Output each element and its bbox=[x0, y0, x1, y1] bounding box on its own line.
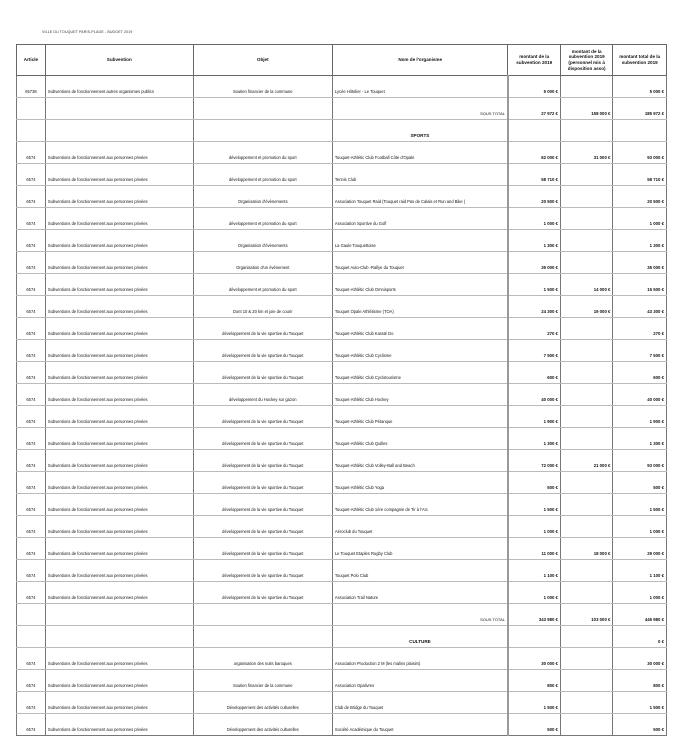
cell-objet: développement de la vie sportive du Touquet bbox=[193, 318, 332, 340]
cell-total: 5 000 € bbox=[613, 76, 667, 98]
cell-montant: 40 000 € bbox=[508, 384, 560, 406]
cell-article: 6574 bbox=[17, 538, 46, 560]
cell-subvention: Subventions de fonctionnement aux personnes privées bbox=[45, 428, 193, 450]
cell-organisme: Tennis Club bbox=[332, 164, 508, 186]
cell-organisme: Touquet-Athlétic Club Karaté Do bbox=[332, 318, 508, 340]
cell-organisme: Touquet-Athlétic Club Omnisports bbox=[332, 274, 508, 296]
subtotal-personnel: 158 000 € bbox=[560, 98, 612, 120]
cell-organisme: Touquet Opale Athlétisme (TOA) bbox=[332, 296, 508, 318]
cell-total: 1 000 € bbox=[613, 208, 667, 230]
cell-personnel bbox=[560, 428, 612, 450]
cell-montant: 1 300 € bbox=[508, 230, 560, 252]
cell-article: 6574 bbox=[17, 582, 46, 604]
cell-article: 6574 bbox=[17, 274, 46, 296]
cell-subvention: Subventions de fonctionnement aux personnes privées bbox=[45, 318, 193, 340]
cell-article: 6574 bbox=[17, 340, 46, 362]
cell-organisme: Touquet-Athlétic Club Cyclotourisme bbox=[332, 362, 508, 384]
cell-total: 1 000 € bbox=[613, 516, 667, 538]
cell-montant: 30 000 € bbox=[508, 648, 560, 670]
cell-article: 6574 bbox=[17, 516, 46, 538]
cell-organisme: Association Trail Nature bbox=[332, 582, 508, 604]
cell-organisme: Aéroclub du Touquet bbox=[332, 516, 508, 538]
cell-organisme: La Gaule Touquettoise bbox=[332, 230, 508, 252]
cell-subvention: Subventions de fonctionnement aux personnes privées bbox=[45, 714, 193, 736]
cell-personnel bbox=[560, 340, 612, 362]
cell-subvention: Subventions de fonctionnement aux personnes privées bbox=[45, 494, 193, 516]
table-row bbox=[17, 274, 667, 296]
cell-subvention: Subventions de fonctionnement aux personnes privées bbox=[45, 538, 193, 560]
cell-subvention: Subventions de fonctionnement aux personnes privées bbox=[45, 648, 193, 670]
cell-total: 1 500 € bbox=[613, 494, 667, 516]
cell-article: 6574 bbox=[17, 560, 46, 582]
cell-subvention: Subventions de fonctionnement aux personnes privées bbox=[45, 516, 193, 538]
cell-article: 6574 bbox=[17, 186, 46, 208]
cell-objet: développement de la vie sportive du Touquet bbox=[193, 538, 332, 560]
cell-objet: développement de la vie sportive du Touquet bbox=[193, 406, 332, 428]
cell-organisme: Association Opalivres bbox=[332, 670, 508, 692]
cell-article: 6574 bbox=[17, 428, 46, 450]
cell-article: 65738 bbox=[17, 76, 46, 98]
cell-article: 6574 bbox=[17, 692, 46, 714]
cell-organisme: Association Sportive du Golf bbox=[332, 208, 508, 230]
cell-article: 6574 bbox=[17, 670, 46, 692]
cell-personnel bbox=[560, 472, 612, 494]
cell-organisme: Touquet-Athlétic Club Yoga bbox=[332, 472, 508, 494]
section-total: 0 € bbox=[613, 626, 667, 648]
table-row bbox=[17, 164, 667, 186]
header-objet: Objet bbox=[193, 45, 332, 76]
cell-montant: 1 000 € bbox=[508, 208, 560, 230]
table-row bbox=[17, 648, 667, 670]
cell-personnel bbox=[560, 362, 612, 384]
cell-total: 35 000 € bbox=[613, 252, 667, 274]
cell-montant: 500 € bbox=[508, 714, 560, 736]
cell-article: 6574 bbox=[17, 142, 46, 164]
table-row bbox=[17, 538, 667, 560]
cell-personnel bbox=[560, 692, 612, 714]
cell-organisme: Touquet Auto-Club -Rallye du Touquet bbox=[332, 252, 508, 274]
table-row bbox=[17, 296, 667, 318]
table-row bbox=[17, 714, 667, 736]
cell-montant: 500 € bbox=[508, 472, 560, 494]
cell-personnel: 19 000 € bbox=[560, 296, 612, 318]
cell-total: 1 900 € bbox=[613, 406, 667, 428]
table-row bbox=[17, 516, 667, 538]
subtotal-personnel: 103 000 € bbox=[560, 604, 612, 626]
cell-personnel bbox=[560, 516, 612, 538]
cell-montant: 1 500 € bbox=[508, 274, 560, 296]
cell-subvention: Subventions de fonctionnement aux personnes privées bbox=[45, 274, 193, 296]
cell-personnel bbox=[560, 582, 612, 604]
cell-total: 500 € bbox=[613, 472, 667, 494]
cell-subvention: Subventions de fonctionnement aux personnes privées bbox=[45, 340, 193, 362]
document-title: VILLE DU TOUQUET PARIS-PLAGE - BUDGET 2019 bbox=[42, 30, 133, 34]
cell-personnel bbox=[560, 670, 612, 692]
cell-subvention: Subventions de fonctionnement aux personnes privées bbox=[45, 450, 193, 472]
table-row bbox=[17, 450, 667, 472]
header-article: Article bbox=[17, 45, 46, 76]
cell-subvention: Subventions de fonctionnement aux personnes privées bbox=[45, 186, 193, 208]
table-row bbox=[17, 252, 667, 274]
cell-objet: développement de la vie sportive du Touquet bbox=[193, 450, 332, 472]
cell-montant: 72 000 € bbox=[508, 450, 560, 472]
cell-subvention: Subventions de fonctionnement aux personnes privées bbox=[45, 560, 193, 582]
cell-montant: 7 500 € bbox=[508, 340, 560, 362]
subtotal-row bbox=[17, 98, 667, 120]
section-label: CULTURE bbox=[332, 626, 508, 648]
cell-subvention: Subventions de fonctionnement aux personnes privées bbox=[45, 230, 193, 252]
cell-montant: 1 100 € bbox=[508, 560, 560, 582]
cell-subvention: Subventions de fonctionnement aux personnes privées bbox=[45, 384, 193, 406]
cell-personnel bbox=[560, 76, 612, 98]
cell-total: 43 300 € bbox=[613, 296, 667, 318]
cell-personnel bbox=[560, 252, 612, 274]
cell-objet: développement et promotion du sport bbox=[193, 164, 332, 186]
cell-total: 500 € bbox=[613, 714, 667, 736]
cell-total: 20 500 € bbox=[613, 186, 667, 208]
cell-personnel: 21 000 € bbox=[560, 450, 612, 472]
cell-article: 6574 bbox=[17, 450, 46, 472]
cell-objet: organisation des nuits baroques bbox=[193, 648, 332, 670]
cell-objet: développement de la vie sportive du Touquet bbox=[193, 362, 332, 384]
subtotal-label: SOUS TOTAL bbox=[332, 98, 508, 120]
table-header-row bbox=[17, 45, 667, 76]
cell-personnel bbox=[560, 406, 612, 428]
cell-subvention: Subventions de fonctionnement autres organismes publics bbox=[45, 76, 193, 98]
cell-personnel bbox=[560, 230, 612, 252]
cell-personnel bbox=[560, 648, 612, 670]
cell-article: 6574 bbox=[17, 208, 46, 230]
cell-total: 15 500 € bbox=[613, 274, 667, 296]
cell-personnel: 14 000 € bbox=[560, 274, 612, 296]
header-montant-personnel: montant de la subvention 2019 (personnel mis à disposition asso) bbox=[560, 45, 612, 76]
cell-article: 6574 bbox=[17, 362, 46, 384]
cell-total: 93 000 € bbox=[613, 450, 667, 472]
cell-objet: développement de la vie sportive du Touquet bbox=[193, 340, 332, 362]
subtotal-montant: 27 972 € bbox=[508, 98, 560, 120]
cell-organisme: Touquet-Athlétic Club Cyclisme bbox=[332, 340, 508, 362]
table-row bbox=[17, 560, 667, 582]
table-row bbox=[17, 670, 667, 692]
section-row-sports bbox=[17, 120, 667, 142]
cell-subvention: Subventions de fonctionnement aux personnes privées bbox=[45, 164, 193, 186]
cell-subvention: Subventions de fonctionnement aux personnes privées bbox=[45, 582, 193, 604]
table-row bbox=[17, 692, 667, 714]
cell-article: 6574 bbox=[17, 384, 46, 406]
section-row-culture bbox=[17, 626, 667, 648]
cell-personnel bbox=[560, 384, 612, 406]
table-row bbox=[17, 362, 667, 384]
cell-total: 30 000 € bbox=[613, 648, 667, 670]
cell-objet: Développement des activités culturelles bbox=[193, 714, 332, 736]
cell-subvention: Subventions de fonctionnement aux personnes privées bbox=[45, 362, 193, 384]
table-row bbox=[17, 208, 667, 230]
cell-total: 1 100 € bbox=[613, 560, 667, 582]
cell-personnel: 18 000 € bbox=[560, 538, 612, 560]
table-row bbox=[17, 494, 667, 516]
cell-organisme: Le Touquet Etaples Rugby Club bbox=[332, 538, 508, 560]
cell-objet: développement et promotion du sport bbox=[193, 208, 332, 230]
header-subvention: Subvention bbox=[45, 45, 193, 76]
cell-objet: Dont 10 & 20 km et joie de courir bbox=[193, 296, 332, 318]
cell-objet: Développement des activités culturelles bbox=[193, 692, 332, 714]
cell-article: 6574 bbox=[17, 230, 46, 252]
header-montant: montant de la subvention 2019 bbox=[508, 45, 560, 76]
cell-article: 6574 bbox=[17, 648, 46, 670]
cell-montant: 1 500 € bbox=[508, 692, 560, 714]
cell-objet: développement de la vie sportive du Touquet bbox=[193, 494, 332, 516]
cell-article: 6574 bbox=[17, 296, 46, 318]
header-organisme: Nom de l'organisme bbox=[332, 45, 508, 76]
table-row bbox=[17, 406, 667, 428]
cell-article: 6574 bbox=[17, 494, 46, 516]
cell-montant: 1 500 € bbox=[508, 494, 560, 516]
cell-total: 29 000 € bbox=[613, 538, 667, 560]
cell-objet: développement et promotion du sport bbox=[193, 274, 332, 296]
cell-objet: développement de la vie sportive du Touquet bbox=[193, 472, 332, 494]
cell-montant: 5 000 € bbox=[508, 76, 560, 98]
cell-objet: Soutien financier de la commune bbox=[193, 670, 332, 692]
cell-montant: 11 000 € bbox=[508, 538, 560, 560]
cell-article: 6574 bbox=[17, 714, 46, 736]
cell-montant: 270 € bbox=[508, 318, 560, 340]
cell-total: 58 710 € bbox=[613, 164, 667, 186]
subtotal-total: 446 980 € bbox=[613, 604, 667, 626]
cell-montant: 600 € bbox=[508, 362, 560, 384]
cell-personnel bbox=[560, 560, 612, 582]
cell-personnel bbox=[560, 494, 612, 516]
cell-subvention: Subventions de fonctionnement aux personnes privées bbox=[45, 142, 193, 164]
subtotal-montant: 343 980 € bbox=[508, 604, 560, 626]
cell-organisme: Touquet-Athlétic Club Football Côte d'Opale bbox=[332, 142, 508, 164]
table-row bbox=[17, 186, 667, 208]
cell-organisme: Association Production 2 M (les malins plaisirs) bbox=[332, 648, 508, 670]
cell-total: 1 300 € bbox=[613, 428, 667, 450]
cell-montant: 62 000 € bbox=[508, 142, 560, 164]
cell-montant: 24 300 € bbox=[508, 296, 560, 318]
cell-subvention: Subventions de fonctionnement aux personnes privées bbox=[45, 296, 193, 318]
cell-objet: Organisation d'évènements bbox=[193, 230, 332, 252]
cell-organisme: Touquet-Athlétic Club Hockey bbox=[332, 384, 508, 406]
budget-table bbox=[16, 44, 667, 736]
cell-subvention: Subventions de fonctionnement aux personnes privées bbox=[45, 252, 193, 274]
table-row bbox=[17, 142, 667, 164]
cell-personnel bbox=[560, 318, 612, 340]
cell-organisme: Société Académique du Touquet bbox=[332, 714, 508, 736]
cell-personnel bbox=[560, 714, 612, 736]
cell-total: 7 500 € bbox=[613, 340, 667, 362]
cell-article: 6574 bbox=[17, 164, 46, 186]
cell-total: 1 300 € bbox=[613, 230, 667, 252]
table-row bbox=[17, 230, 667, 252]
cell-montant: 1 300 € bbox=[508, 428, 560, 450]
cell-objet: développement du Hockey sur gazon bbox=[193, 384, 332, 406]
cell-subvention: Subventions de fonctionnement aux personnes privées bbox=[45, 208, 193, 230]
cell-objet: développement de la vie sportive du Touquet bbox=[193, 582, 332, 604]
table-row bbox=[17, 340, 667, 362]
cell-montant: 1 000 € bbox=[508, 516, 560, 538]
cell-article: 6574 bbox=[17, 406, 46, 428]
cell-organisme: Touquet-Athlétic Club 1ère compagnie de Tir à l'Arc bbox=[332, 494, 508, 516]
cell-montant: 35 000 € bbox=[508, 252, 560, 274]
cell-organisme: Touquet-Athlétic Club Volley-Ball and Beach bbox=[332, 450, 508, 472]
table-row bbox=[17, 472, 667, 494]
cell-total: 93 000 € bbox=[613, 142, 667, 164]
cell-organisme: Touquet-Athlétic Club Quilles bbox=[332, 428, 508, 450]
cell-objet: Organisation d'évènements bbox=[193, 186, 332, 208]
cell-subvention: Subventions de fonctionnement aux personnes privées bbox=[45, 670, 193, 692]
cell-organisme: Touquet-Athlétic Club Pétanque bbox=[332, 406, 508, 428]
table-row bbox=[17, 428, 667, 450]
cell-total: 40 000 € bbox=[613, 384, 667, 406]
cell-organisme: Association Touquet Raid (Touquet raid Pas de Calais et Run and Bike ) bbox=[332, 186, 508, 208]
table-row bbox=[17, 76, 667, 98]
cell-objet: développement de la vie sportive du Touquet bbox=[193, 428, 332, 450]
table-row bbox=[17, 318, 667, 340]
cell-subvention: Subventions de fonctionnement aux personnes privées bbox=[45, 692, 193, 714]
cell-personnel bbox=[560, 208, 612, 230]
cell-article: 6574 bbox=[17, 472, 46, 494]
cell-total: 600 € bbox=[613, 362, 667, 384]
cell-personnel bbox=[560, 186, 612, 208]
cell-personnel: 31 000 € bbox=[560, 142, 612, 164]
cell-total: 1 500 € bbox=[613, 692, 667, 714]
cell-organisme: Touquet Polo Club bbox=[332, 560, 508, 582]
section-label: SPORTS bbox=[332, 120, 508, 142]
cell-objet: développement et promotion du sport bbox=[193, 142, 332, 164]
cell-montant: 1 000 € bbox=[508, 582, 560, 604]
table-row bbox=[17, 384, 667, 406]
cell-organisme: Lycée Hôtelier - Le Touquet bbox=[332, 76, 508, 98]
cell-montant: 20 500 € bbox=[508, 186, 560, 208]
cell-objet: Organisation d'un évènement bbox=[193, 252, 332, 274]
cell-objet: développement de la vie sportive du Touquet bbox=[193, 516, 332, 538]
cell-objet: développement de la vie sportive du Touquet bbox=[193, 560, 332, 582]
cell-total: 1 000 € bbox=[613, 582, 667, 604]
cell-article: 6574 bbox=[17, 318, 46, 340]
cell-objet: Soutien financier de la commune bbox=[193, 76, 332, 98]
table-row bbox=[17, 582, 667, 604]
cell-montant: 1 900 € bbox=[508, 406, 560, 428]
cell-montant: 58 710 € bbox=[508, 164, 560, 186]
cell-subvention: Subventions de fonctionnement aux personnes privées bbox=[45, 406, 193, 428]
cell-article: 6574 bbox=[17, 252, 46, 274]
cell-montant: 800 € bbox=[508, 670, 560, 692]
cell-subvention: Subventions de fonctionnement aux personnes privées bbox=[45, 472, 193, 494]
cell-total: 800 € bbox=[613, 670, 667, 692]
subtotal-total: 185 972 € bbox=[613, 98, 667, 120]
subtotal-row bbox=[17, 604, 667, 626]
cell-personnel bbox=[560, 164, 612, 186]
header-montant-total: montant total de la subvention 2019 bbox=[613, 45, 667, 76]
subtotal-label: SOUS TOTAL bbox=[332, 604, 508, 626]
cell-organisme: Club de Bridge du Touquet bbox=[332, 692, 508, 714]
cell-total: 270 € bbox=[613, 318, 667, 340]
